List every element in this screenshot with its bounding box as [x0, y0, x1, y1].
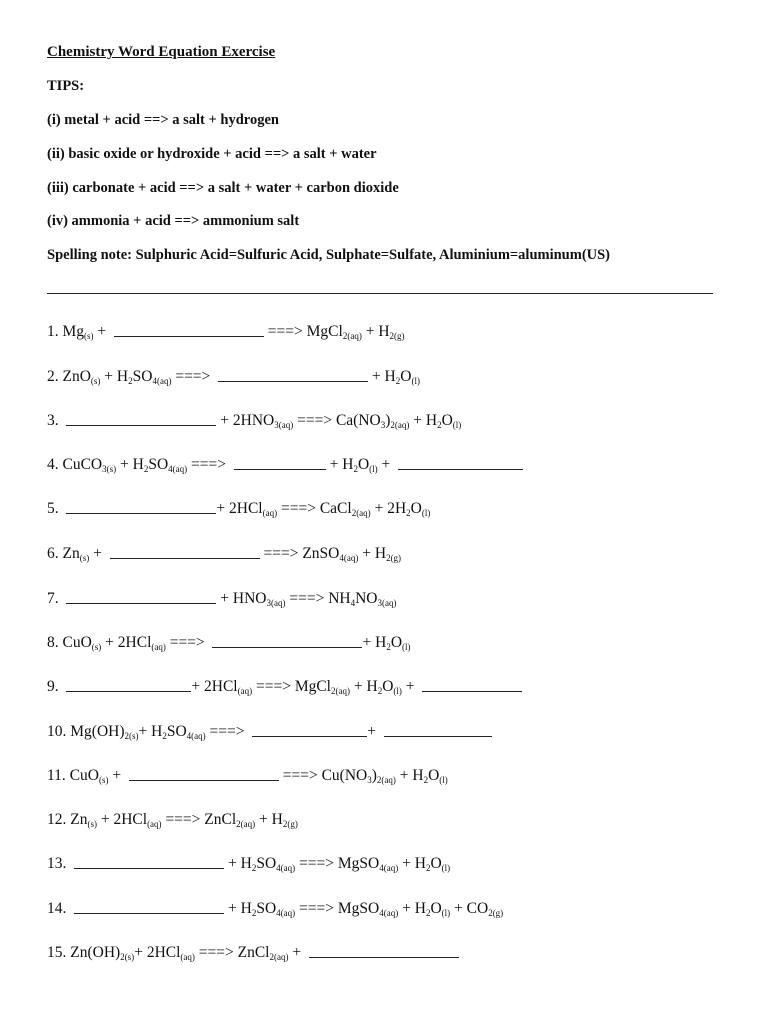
answer-blank[interactable]: [66, 591, 216, 604]
tip-1: (i) metal + acid ==> a salt + hydrogen: [47, 112, 279, 128]
question-3: 3. + $2HNO_{3(aq)}$ ===> $Ca(NO_3)_{2(aq)} + H_2O_{(l)}$: [47, 412, 462, 430]
question-14: 14. + $H_2SO_{4(aq)}$ ===> MgSO$_{4(aq)}$ + $H_2O_{(l)} + CO_{2(g)}$: [47, 900, 504, 918]
question-12: 12. $Zn_{(s)} + 2HCl_{(aq)}$ ===> ZnCl$_{2(aq)}$ + $H_{2(g)}$: [47, 811, 298, 829]
question-6: 6. $Zn_{(s)}$ + ===> ZnSO$_{4(aq)}$ + $H_{2(g)}$: [47, 545, 402, 563]
answer-blank[interactable]: [129, 768, 279, 781]
answer-blank[interactable]: [398, 457, 523, 470]
answer-blank[interactable]: [309, 945, 459, 958]
question-8: 8. CuO$_{(s)}$ + 2HCl$_{(aq)}$ ===> + $H_2O_{(l)}$: [47, 634, 411, 652]
answer-blank[interactable]: [252, 724, 367, 737]
answer-blank[interactable]: [66, 679, 191, 692]
question-9: 9. + 2HCl$_{(aq)}$ ===> MgCl$_{2(aq)}$ + $H_2O_{(l)}$ +: [47, 678, 522, 696]
answer-blank[interactable]: [66, 413, 216, 426]
answer-blank[interactable]: [218, 369, 368, 382]
page-title: Chemistry Word Equation Exercise: [47, 44, 276, 60]
question-2: 2. $ZnO_{(s)} + H_2SO_{4(aq)}$ ===> + $H_2O_{(l)}$: [47, 368, 420, 386]
divider-line: [47, 293, 713, 294]
question-4: 4. CuCO$_{3(s)}$ + $H_2SO_{4(aq)}$ ===> + $H_2O_{(l)}$ +: [47, 456, 523, 474]
tips-heading: TIPS:: [47, 78, 85, 94]
answer-blank[interactable]: [74, 856, 224, 869]
question-15: 15. $Zn(OH)_{2(s)}+ 2HCl_{(aq)}$ ===> ZnCl$_{2(aq)}$ +: [47, 944, 459, 962]
spelling-note: Spelling note: Sulphuric Acid=Sulfuric Acid, Sulphate=Sulfate, Aluminium=aluminum(US): [47, 247, 611, 263]
answer-blank[interactable]: [66, 501, 216, 514]
question-5: 5. + 2HCl$_{(aq)}$ ===> CaCl$_{2(aq)}$ + $2H_2O_{(l)}$: [47, 500, 431, 518]
tip-3: (iii) carbonate + acid ==> a salt + water + carbon dioxide: [47, 180, 399, 196]
question-13: 13. + $H_2SO_{4(aq)}$ ===> MgSO$_{4(aq)}$ + $H_2O_{(l)}$: [47, 855, 451, 873]
answer-blank[interactable]: [212, 635, 362, 648]
question-11: 11. CuO$_{(s)}$ + ===> $Cu(NO_3)_{2(aq)} + H_2O_{(l)}$: [47, 767, 448, 785]
question-7: 7. + $HNO_{3(aq)}$ ===> $NH_4NO_{3(aq)}$: [47, 590, 397, 608]
question-1: 1. $Mg_{(s)}$ + ===> MgCl$_{2(aq)}$ + $H_{2(g)}$: [47, 323, 405, 341]
answer-blank[interactable]: [74, 901, 224, 914]
answer-blank[interactable]: [384, 724, 492, 737]
answer-blank[interactable]: [234, 457, 326, 470]
answer-blank[interactable]: [422, 679, 522, 692]
tip-2: (ii) basic oxide or hydroxide + acid ==> a salt + water: [47, 146, 377, 162]
question-10: 10. $Mg(OH)_{2(s)}+ H_2SO_{4(aq)}$ ===> +: [47, 723, 492, 741]
tip-4: (iv) ammonia + acid ==> ammonium salt: [47, 213, 300, 229]
answer-blank[interactable]: [114, 324, 264, 337]
answer-blank[interactable]: [110, 546, 260, 559]
